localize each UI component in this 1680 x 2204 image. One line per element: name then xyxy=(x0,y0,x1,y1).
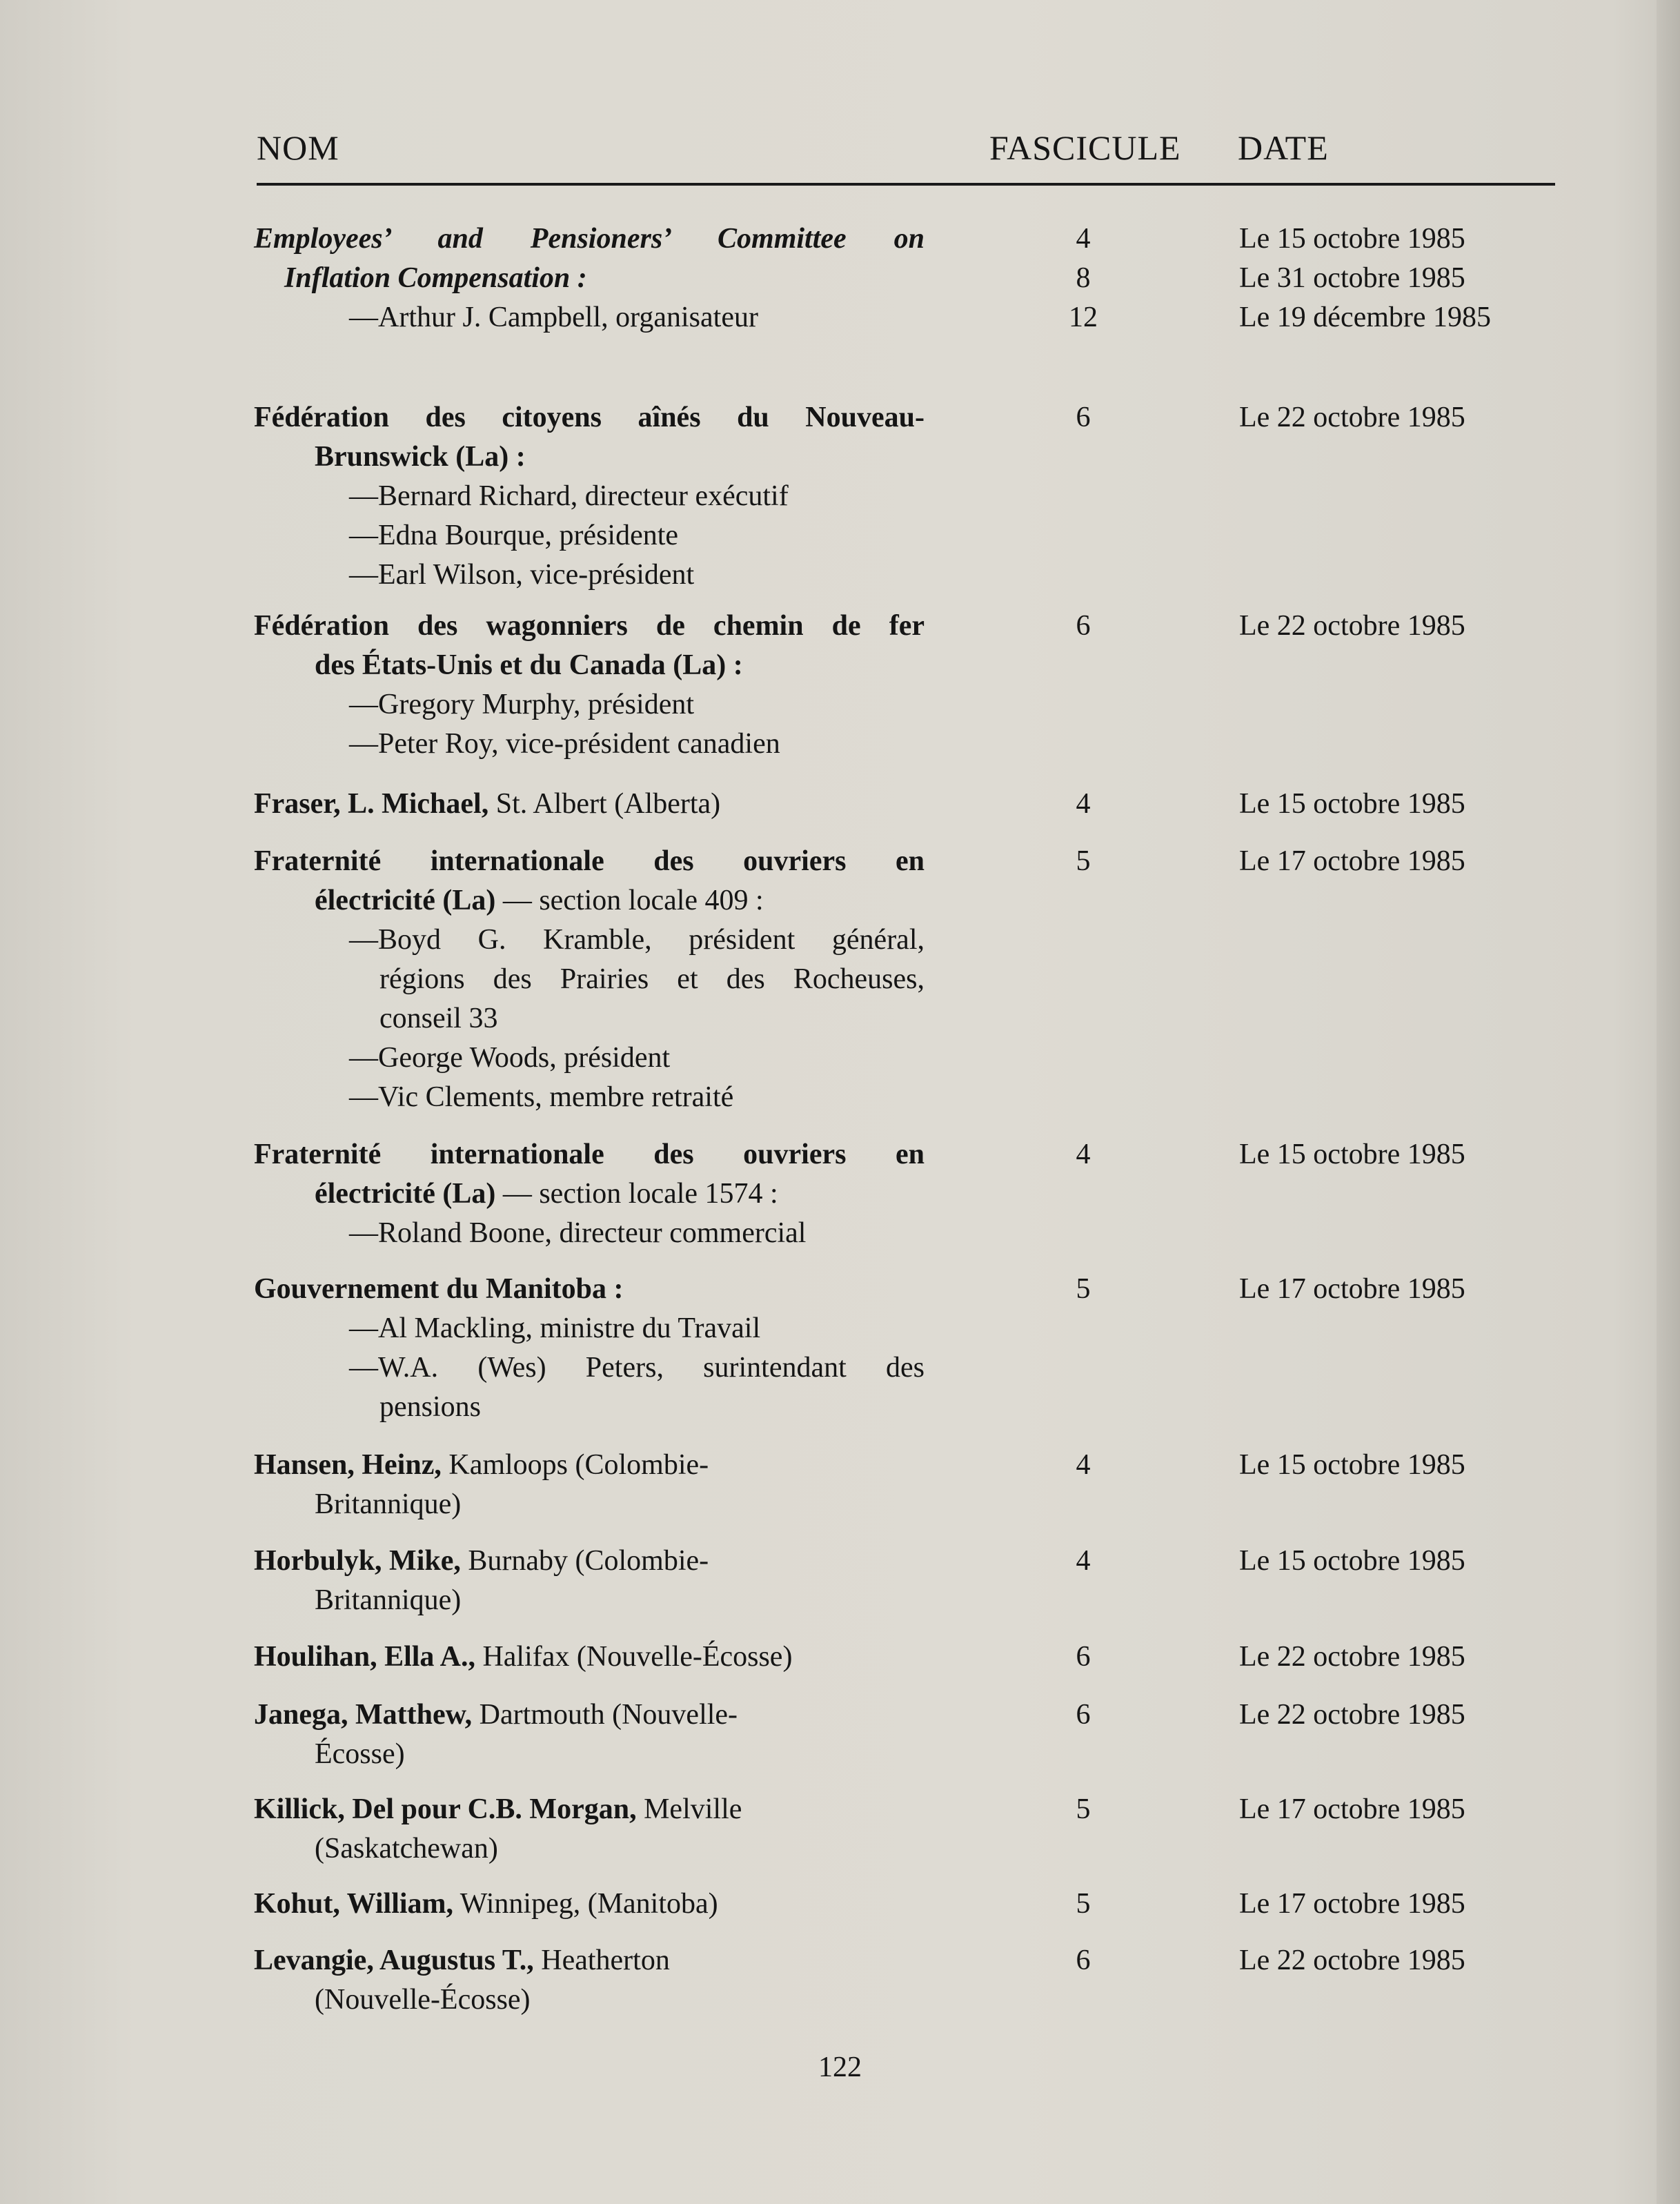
issue-number: 12 xyxy=(1069,302,1098,333)
witness-name-bold: Levangie, Augustus T., xyxy=(254,1945,534,1976)
hearing-date: Le 19 décembre 1985 xyxy=(1239,302,1492,333)
hearing-date: Le 17 octobre 1985 xyxy=(1239,1793,1465,1825)
witness-name-bold: Kohut, William, xyxy=(254,1888,454,1920)
witness-name-block xyxy=(254,219,925,337)
witness-text: Melville xyxy=(636,1793,742,1825)
issue-number: 4 xyxy=(1076,788,1091,820)
column-header-fascicule: FASCICULE xyxy=(989,128,1181,167)
witness-name-block xyxy=(254,607,925,764)
witness-line xyxy=(254,555,925,595)
witness-name-block xyxy=(254,1135,925,1253)
witness-text: —Arthur J. Campbell, organisateur xyxy=(349,302,758,333)
witness-text: —Earl Wilson, vice-président xyxy=(349,559,695,591)
witness-line xyxy=(254,685,925,725)
issue-number: 4 xyxy=(1076,1449,1091,1481)
witness-line xyxy=(254,398,925,437)
witness-text: —Vic Clements, membre retraité xyxy=(349,1081,734,1113)
witness-line xyxy=(254,1735,925,1774)
witness-line xyxy=(254,219,925,259)
witness-name-bold: électricité (La) xyxy=(315,1178,496,1210)
witness-line xyxy=(254,1446,925,1485)
witness-text: Britannique) xyxy=(315,1584,462,1616)
witness-line xyxy=(254,1078,925,1117)
witness-line xyxy=(254,1214,925,1253)
witness-text: —Bernard Richard, directeur exécutif xyxy=(349,480,789,512)
hearing-date: Le 15 octobre 1985 xyxy=(1239,1139,1465,1170)
witness-line xyxy=(254,1941,925,1980)
witness-line xyxy=(254,1270,925,1309)
witness-name-bold: Fraternité internationale des ouvriers en xyxy=(254,1139,925,1170)
witness-line xyxy=(254,298,925,337)
hearing-date: Le 22 octobre 1985 xyxy=(1239,1945,1465,1976)
witness-name-bold: Fédération des citoyens aînés du Nouveau- xyxy=(254,402,925,433)
witness-line xyxy=(254,1348,925,1388)
witness-text: St. Albert (Alberta) xyxy=(488,788,721,820)
witness-name-bold: Fraternité internationale des ouvriers en xyxy=(254,845,925,877)
witness-line xyxy=(254,1542,925,1581)
witness-line xyxy=(254,921,925,960)
witness-line xyxy=(254,1174,925,1214)
witness-text: Burnaby (Colombie- xyxy=(460,1545,709,1577)
witness-line xyxy=(254,607,925,646)
witness-text: —Roland Boone, directeur commercial xyxy=(349,1217,807,1249)
witness-text: —Peter Roy, vice-président canadien xyxy=(349,728,780,760)
hearing-date: Le 22 octobre 1985 xyxy=(1239,402,1465,433)
witness-line xyxy=(254,437,925,477)
witness-text: —Gregory Murphy, président xyxy=(349,689,695,720)
witness-name-bold: Employees’ and Pensioners’ Committee on xyxy=(254,223,925,255)
issue-number: 6 xyxy=(1076,1641,1091,1673)
hearing-date: Le 15 octobre 1985 xyxy=(1239,1545,1465,1577)
witness-line xyxy=(254,259,925,298)
witness-text: Halifax (Nouvelle-Écosse) xyxy=(475,1641,793,1673)
witness-name-block xyxy=(254,1637,925,1677)
witness-text: (Nouvelle-Écosse) xyxy=(315,1984,531,2016)
issue-number: 5 xyxy=(1076,1273,1091,1305)
witness-line xyxy=(254,842,925,881)
witness-name-bold: Gouvernement du Manitoba : xyxy=(254,1273,624,1305)
hearing-date: Le 17 octobre 1985 xyxy=(1239,845,1465,877)
witness-text: —Edna Bourque, présidente xyxy=(349,520,679,551)
witness-name-block xyxy=(254,1790,925,1869)
witness-name-bold: Fraser, L. Michael, xyxy=(254,788,489,820)
witness-line xyxy=(254,1829,925,1869)
witness-text: —Boyd G. Kramble, président général, xyxy=(349,924,925,956)
witness-name-block xyxy=(254,1542,925,1620)
issue-number: 8 xyxy=(1076,262,1091,294)
witness-text: conseil 33 xyxy=(379,1003,498,1034)
witness-line xyxy=(254,881,925,921)
witness-line xyxy=(254,1637,925,1677)
witness-name-block xyxy=(254,1695,925,1774)
witness-name-bold: Houlihan, Ella A., xyxy=(254,1641,475,1673)
issue-number: 6 xyxy=(1076,610,1091,642)
witness-line xyxy=(254,1388,925,1427)
witness-text: régions des Prairies et des Rocheuses, xyxy=(379,963,925,995)
witness-name-block xyxy=(254,1885,925,1924)
witness-line xyxy=(254,785,925,824)
witness-line xyxy=(254,516,925,555)
witness-text: Écosse) xyxy=(315,1738,405,1770)
hearing-date: Le 22 octobre 1985 xyxy=(1239,1699,1465,1731)
witness-name-bold: électricité (La) xyxy=(315,885,496,916)
witness-text: — section locale 1574 : xyxy=(495,1178,778,1210)
hearing-date: Le 15 octobre 1985 xyxy=(1239,788,1465,820)
witness-line xyxy=(254,1980,925,2020)
witness-name-bold: Inflation Compensation : xyxy=(284,262,587,294)
hearing-date: Le 15 octobre 1985 xyxy=(1239,1449,1465,1481)
issue-number: 5 xyxy=(1076,845,1091,877)
header-rule xyxy=(257,183,1555,186)
witness-line xyxy=(254,1039,925,1078)
witness-text: (Saskatchewan) xyxy=(315,1833,498,1864)
witness-name-block xyxy=(254,785,925,824)
issue-number: 6 xyxy=(1076,1699,1091,1731)
hearing-date: Le 17 octobre 1985 xyxy=(1239,1273,1465,1305)
witness-text: Dartmouth (Nouvelle- xyxy=(472,1699,738,1731)
column-header-nom: NOM xyxy=(257,128,339,167)
witness-line xyxy=(254,1695,925,1735)
witness-line xyxy=(254,1309,925,1348)
witness-name-bold: Janega, Matthew, xyxy=(254,1699,473,1731)
issue-number: 6 xyxy=(1076,1945,1091,1976)
page-binding-edge xyxy=(1657,0,1680,2204)
issue-number: 4 xyxy=(1076,1139,1091,1170)
witness-text: —Al Mackling, ministre du Travail xyxy=(349,1312,761,1344)
witness-name-block xyxy=(254,1941,925,2020)
witness-line xyxy=(254,999,925,1039)
witness-line xyxy=(254,1485,925,1524)
witness-line xyxy=(254,725,925,764)
witness-line xyxy=(254,477,925,516)
witness-name-block xyxy=(254,398,925,595)
witness-text: —George Woods, président xyxy=(349,1042,671,1074)
witness-line xyxy=(254,960,925,999)
hearing-date: Le 15 octobre 1985 xyxy=(1239,223,1465,255)
witness-text: pensions xyxy=(379,1391,481,1423)
issue-number: 5 xyxy=(1076,1888,1091,1920)
witness-text: Heatherton xyxy=(533,1945,670,1976)
page-number: 122 xyxy=(818,2052,862,2083)
hearing-date: Le 22 octobre 1985 xyxy=(1239,1641,1465,1673)
witness-line xyxy=(254,1135,925,1174)
hearing-date: Le 31 octobre 1985 xyxy=(1239,262,1465,294)
witness-line xyxy=(254,1581,925,1620)
witness-line xyxy=(254,1790,925,1829)
issue-number: 4 xyxy=(1076,223,1091,255)
witness-text: Britannique) xyxy=(315,1488,462,1520)
witness-name-bold: Killick, Del pour C.B. Morgan, xyxy=(254,1793,637,1825)
witness-name-bold: Fédération des wagonniers de chemin de fer xyxy=(254,610,925,642)
witness-name-bold: Hansen, Heinz, xyxy=(254,1449,442,1481)
witness-name-block xyxy=(254,1446,925,1524)
issue-number: 5 xyxy=(1076,1793,1091,1825)
witness-text: —W.A. (Wes) Peters, surintendant des xyxy=(349,1352,925,1384)
witness-line xyxy=(254,1885,925,1924)
witness-name-block xyxy=(254,1270,925,1427)
witness-name-block xyxy=(254,842,925,1117)
issue-number: 6 xyxy=(1076,402,1091,433)
witness-line xyxy=(254,646,925,685)
hearing-date: Le 17 octobre 1985 xyxy=(1239,1888,1465,1920)
witness-name-bold: Horbulyk, Mike, xyxy=(254,1545,461,1577)
hearing-date: Le 22 octobre 1985 xyxy=(1239,610,1465,642)
issue-number: 4 xyxy=(1076,1545,1091,1577)
witness-text: — section locale 409 : xyxy=(495,885,764,916)
column-header-date: DATE xyxy=(1238,128,1329,167)
witness-name-bold: Brunswick (La) : xyxy=(315,441,526,473)
witness-text: Kamloops (Colombie- xyxy=(441,1449,709,1481)
witness-name-bold: des États-Unis et du Canada (La) : xyxy=(315,649,743,681)
witness-text: Winnipeg, (Manitoba) xyxy=(453,1888,718,1920)
